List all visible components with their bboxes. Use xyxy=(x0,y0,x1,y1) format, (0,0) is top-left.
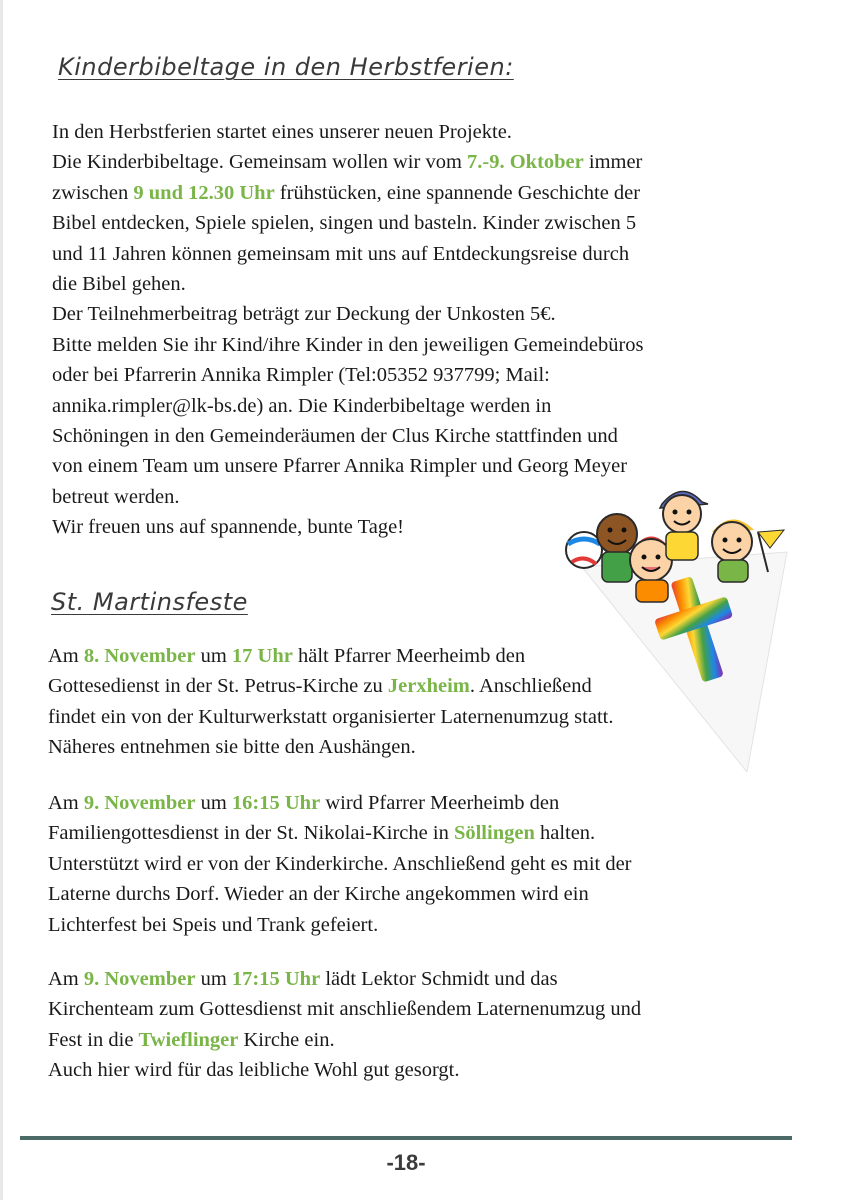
text-line xyxy=(52,239,644,269)
text-segment: Die Kinderbibeltage. Gemeinsam wollen wir vom xyxy=(52,151,468,174)
text-segment: betreut werden. xyxy=(52,485,180,508)
section-title-kinderbibeltage: Kinderbibeltage in den Herbstferien: xyxy=(58,52,514,81)
martinsfest-twieflingen-paragraph xyxy=(48,964,641,1086)
highlighted-text: Twieflinger xyxy=(138,1028,239,1051)
text-segment: frühstücken, eine spannende Geschichte der xyxy=(274,181,641,204)
text-line xyxy=(48,1025,641,1055)
text-line xyxy=(48,641,613,671)
martinsfest-soellingen-paragraph xyxy=(48,788,632,940)
text-line xyxy=(52,269,644,299)
text-line xyxy=(52,421,644,451)
text-segment: Gottesedienst in der St. Petrus-Kirche zu xyxy=(48,675,388,698)
text-segment: immer xyxy=(583,151,643,174)
text-segment: um xyxy=(195,792,232,814)
text-segment: . Anschließend xyxy=(469,675,592,698)
child-face-4 xyxy=(712,519,754,582)
text-segment: oder bei Pfarrerin Annika Rimpler (Tel:05352 937799; Mail: xyxy=(52,364,550,387)
highlighted-text: 9. November xyxy=(83,968,196,990)
text-line xyxy=(48,702,613,732)
text-segment: Bitte melden Sie ihr Kind/ihre Kinder in den jeweiligen Gemeindebüros xyxy=(52,333,644,356)
text-line xyxy=(48,994,641,1024)
text-line xyxy=(48,788,632,818)
highlighted-text: Söllingen xyxy=(453,822,535,845)
text-segment: um xyxy=(195,645,232,667)
text-segment: Am xyxy=(48,792,84,814)
text-segment: Wir freuen uns auf spannende, bunte Tage! xyxy=(52,516,404,539)
text-line xyxy=(52,360,644,390)
text-segment: Lichterfest bei Speis und Trank gefeiert. xyxy=(48,913,379,936)
text-segment: Näheres entnehmen sie bitte den Aushängen. xyxy=(48,736,416,759)
text-line xyxy=(52,178,644,208)
page-number: -18- xyxy=(386,1150,426,1175)
text-segment: annika.rimpler@lk-bs.de) an. Die Kinderbibeltage werden in xyxy=(52,394,552,417)
text-segment: Laterne durchs Dorf. Wieder an der Kirche angekommen wird ein xyxy=(48,883,589,906)
text-segment: Schöningen in den Gemeinderäumen der Clus Kirche stattfinden und xyxy=(52,424,618,447)
text-segment: Kirche ein. xyxy=(238,1028,335,1051)
text-segment: Familiengottesdienst in der St. Nikolai-Kirche in xyxy=(48,822,454,845)
child-face-3 xyxy=(660,491,708,560)
text-line xyxy=(52,391,644,421)
text-segment: hält Pfarrer Meerheimb den xyxy=(292,645,526,667)
text-line xyxy=(52,330,644,360)
text-segment: Unterstützt wird er von der Kinderkirche. Anschließend geht es mit der xyxy=(48,852,632,875)
text-segment: von einem Team um unsere Pfarrer Annika Rimpler und Georg Meyer xyxy=(52,455,628,478)
section-title-martinsfeste: St. Martinsfeste xyxy=(51,587,248,616)
text-segment: Kirchenteam zum Gottesdienst mit anschließendem Laternenumzug und xyxy=(48,998,642,1021)
text-segment: Am xyxy=(48,968,84,990)
text-line xyxy=(52,117,644,147)
highlighted-text: 9 und 12.30 Uhr xyxy=(133,181,275,204)
text-line xyxy=(52,147,644,177)
text-segment: und 11 Jahren können gemeinsam mit uns auf Entdeckungsreise durch xyxy=(52,242,630,265)
highlighted-text: 17 Uhr xyxy=(231,645,293,667)
martinsfest-jerxheim-paragraph xyxy=(48,641,613,763)
text-line xyxy=(52,299,644,329)
text-segment: wird Pfarrer Meerheimb den xyxy=(320,792,560,814)
highlighted-text: 7.-9. Oktober xyxy=(467,151,584,174)
highlighted-text: 17:15 Uhr xyxy=(231,968,321,990)
text-line xyxy=(52,451,644,481)
text-line xyxy=(48,910,632,940)
text-line xyxy=(48,671,613,701)
children-illustration xyxy=(562,472,802,772)
text-line xyxy=(52,208,644,238)
text-line xyxy=(48,1055,641,1085)
text-segment: Fest in die xyxy=(48,1028,139,1051)
text-segment: zwischen xyxy=(52,181,134,204)
text-line xyxy=(48,964,641,994)
text-line xyxy=(52,512,644,542)
text-segment: findet ein von der Kulturwerkstatt organisierter Laternenumzug statt. xyxy=(48,705,614,728)
child-face-1 xyxy=(597,514,637,582)
text-segment: lädt Lektor Schmidt und das xyxy=(320,968,558,990)
highlighted-text: 16:15 Uhr xyxy=(231,792,321,814)
text-line xyxy=(52,482,644,512)
text-segment: die Bibel gehen. xyxy=(52,272,186,295)
text-segment: Der Teilnehmerbeitrag beträgt zur Deckung der Unkosten 5€. xyxy=(52,303,556,326)
footer-rule xyxy=(20,1136,792,1140)
text-line xyxy=(48,818,632,848)
highlighted-text: 9. November xyxy=(83,792,196,814)
text-line xyxy=(48,732,613,762)
text-line xyxy=(48,849,632,879)
text-segment: Auch hier wird für das leibliche Wohl gut gesorgt. xyxy=(48,1059,460,1082)
text-segment: halten. xyxy=(534,822,596,845)
kinderbibeltage-paragraph xyxy=(52,117,644,542)
highlighted-text: 8. November xyxy=(83,645,196,667)
text-segment: Bibel entdecken, Spiele spielen, singen und basteln. Kinder zwischen 5 xyxy=(52,212,637,235)
highlighted-text: Jerxheim xyxy=(387,675,470,698)
text-line xyxy=(48,879,632,909)
text-segment: Am xyxy=(48,645,84,667)
text-segment: In den Herbstferien startet eines unserer neuen Projekte. xyxy=(52,121,512,143)
text-segment: um xyxy=(195,968,232,990)
page-edge xyxy=(0,0,3,1200)
